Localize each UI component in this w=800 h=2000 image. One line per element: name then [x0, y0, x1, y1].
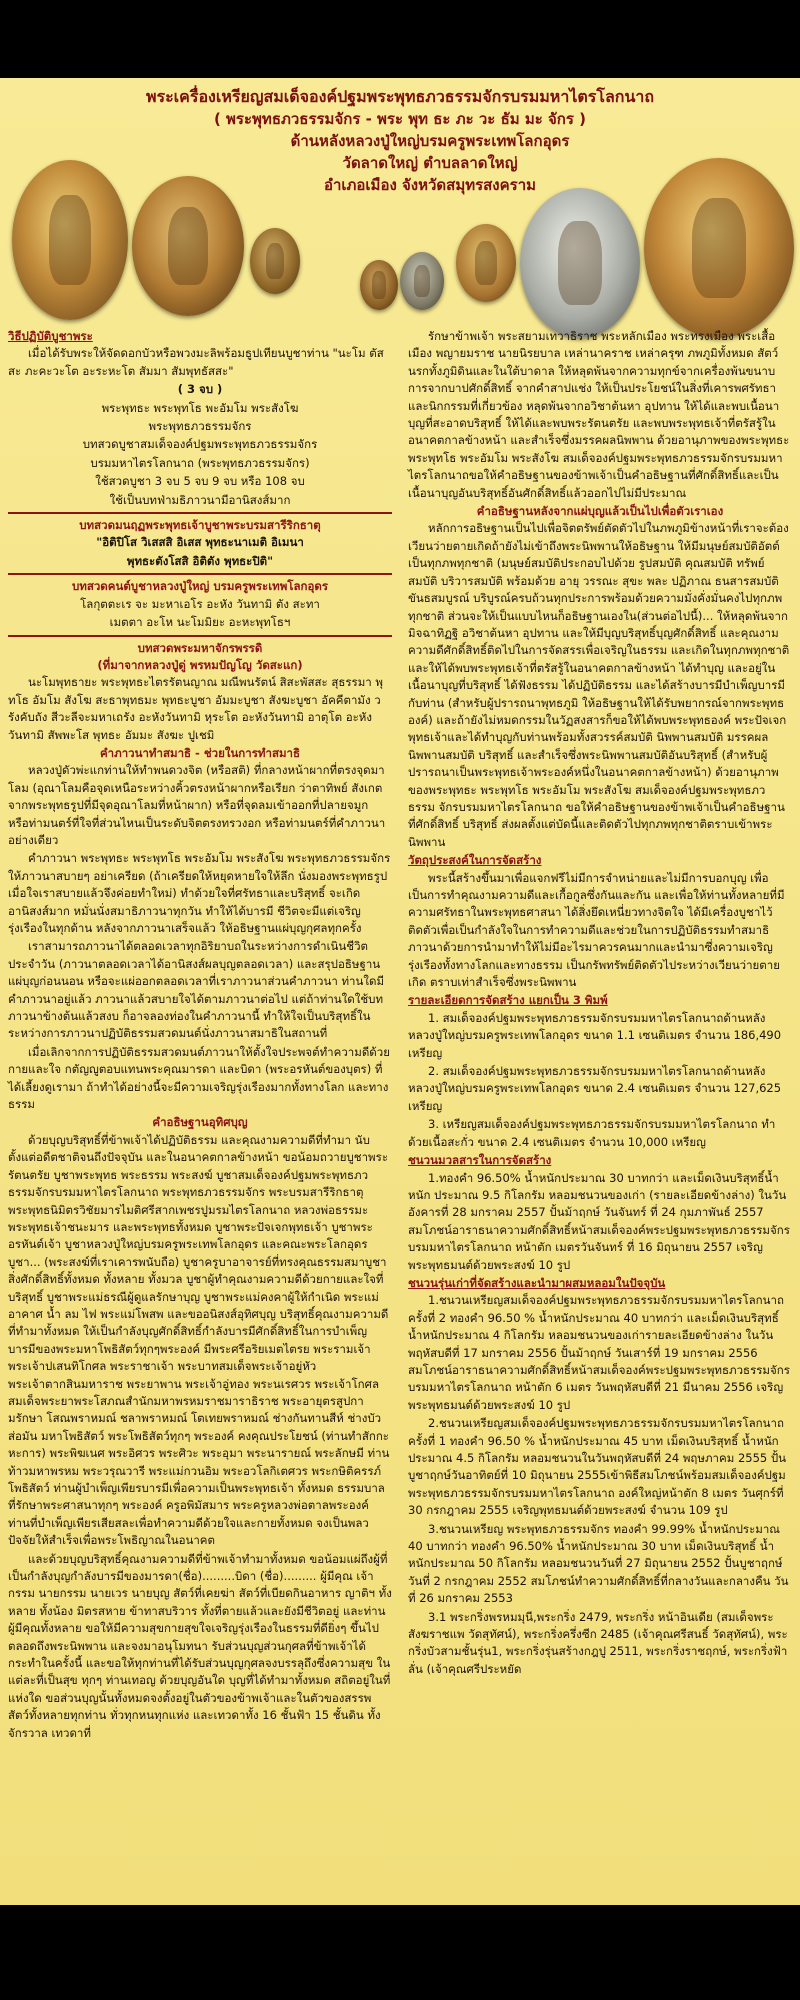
paragraph: ( 3 จบ )	[177, 382, 223, 397]
section-heading: ชนวนมวลสารในการจัดสร้าง	[408, 1153, 552, 1168]
paragraph: เมื่อได้รับพระให้จัดดอกบัวหรือพวงมะลิพร้อมธูปเทียนบูชาท่าน "นะโม ตัสสะ ภะคะวะโต อะระหะโต สัมมา สัมพุทธัสสะ"	[8, 346, 384, 378]
paragraph: หลวงปู่ดัวพ่ะแกท่านให้ทำพนดวงจิต (หรือสติ) ที่กลางหน้าผากที่ตรงจุดมาโลม (อุณาโลมคือจุดเหนือระหว่างคิ้วตรงหน้าผากหรือเรียก ว่าตาทิพย์ สังเกตจากพระพุทธรูปที่มีจุดอุณาโลมที่หน้าผาก) หรือที่จุดลมเข้าออกที่ปลายจมูก หรือท่ามนตร์ที่ใจที่ส่วนไหนเป็นระดับจิตตรงทรวงอก หรือท่ามนตร์ที่คำภาวนาอย่างเดียว	[8, 763, 386, 847]
paragraph: เราสามารถภาวนาได้ตลอดเวลาทุกอิริยาบถในระหว่างการดำเนินชีวิตประจำวัน (ภาวนาตลอดเวลาได้อานิสงส์ผลบุญตลอดเวลา) และสรุปอธิษฐาน แผ่บุญก่อนนอน หรือจะแผ่ออกตลอดเวลาที่เราภาวนาส่วนคำภาวนา ท่านใดมีคำภาวนาอยู่แล้ว ภาวนาแล้วสบายใจได้ตามภาวนาต่อไป แต่ถ้าท่านใดใช้บทภาวนาข้างต้นแล้วสงบ ก็อาจลองท่องในคำภาวนานี้ ทำให้ใจเป็นบริสุทธิ์ในระหว่างการภาวนาปฏิบัติธรรมสวดมนต์นั่งภาวนาสมาธิในสถานที่	[8, 939, 385, 1041]
title-line-4: วัดลาดใหญ่ ตำบลลาดใหญ่	[342, 154, 518, 172]
amulet-gold-large-image	[12, 160, 128, 320]
paragraph: บทสวดบูชาสมเด็จองค์ปฐมพระพุทธภวธรรมจักร	[82, 437, 318, 452]
paragraph: 1.ทองคำ 96.50% น้ำหนักประมาณ 30 บาทกว่า และเม็ดเงินบริสุทธิ์น้ำหนัก ประมาณ 9.5 กิโลกรัม หลอมชนวนของเก่า (รายละเอียดข้างล่าง) ในวันอังคารที่ 28 มกราคม 2557 ปั้นม้าฤกษ์ วันจันทร์ ที่ 24 กุมภาพันธ์ 2557 สมโภชน์อาราธนาความศักดิ์สิทธิ์หน้าสมเด็จองค์พระปฐมพระพุทธภวธรรมจักรบรมมหาไตรโลกนาถ หน้าตัก เมตรวันจันทร์ ที่ 16 มิถุนายน 2557 เจริญพระพุทธมนต์ด้วยพระสงฆ์ 10 รูป	[408, 1170, 790, 1272]
section-heading: วัตถุประสงค์ในการจัดสร้าง	[408, 853, 542, 868]
paragraph: ใช้สวดบูชา 3 จบ 5 จบ 9 จบ หรือ 108 จบ	[95, 474, 305, 489]
paragraph: เมตตา อะโห นะโมมิยะ อะหะพุทโธฯ	[109, 615, 291, 630]
paragraph: 3. เหรียญสมเด็จองค์ปฐมพระพุทธภวธรรมจักรบรมมหาไตรโลกนาถ ทำด้วยเนื้อสะกั่ว ขนาด 2.4 เซนติเมตร จำนวน 10,000 เหรียญ	[408, 1117, 776, 1149]
paragraph: พระพุทธภวธรรมจักร	[148, 419, 252, 434]
paragraph: รักษาข้าพเจ้า พระสยามเทวาธิราช พระหลักเมือง พระทรงเมือง พระเสื้อเมือง พญายมราช นายนิรยบาล เหล่านาคราช เหล่าครุฑ ภพภูมิทั้งหมด สัตว์นรกทั้งภูมิดินและในใต้บาดาล ให้หลุดพ้นจากความทุกข์จากเครื่องพ้นขนาบการจากบาปศักดิ์สิทธิ์ จากคำสาปแช่ง ให้เป็นประโยชน์ในสิ่งที่เคารพศรัทธาและนิกกรรมที่เกี่ยวข้อง หลุดพ้นจากอวิชาต้นหา อุปทาน ให้ได้และพบเนื้อนาบุญที่สะอาดบริสุทธิ์ ให้ได้และพบพระรัตนตรัย และพบพระพุทธเจ้าที่ตรัสรู้ในอนาคตกาลข้างหน้า และสำเร็จซึ่งมรรคผลนิพพาน ด้วยอานุภาพของพระพุทธะ พระพุทโธ พระอัมโม พระสังโฆ สมเด็จองค์ปฐมพระพุทธภวธรรมจักรบรมมหาไตรโลกนาถขอให้คำอธิษฐานของข้าพเจ้าเป็นคำอธิษฐานที่ศักดิ์สิทธิ์และเป็นเนื้อนาบุญอันบริสุทธิ์อันศักดิ์สิทธิ์แล้วออกไปไม่มีประมาณ	[408, 329, 790, 500]
paragraph: "อิติปิโส วิเสสสิ อิเสส พุทธะนาเมติ อิเมนา	[96, 535, 304, 550]
paragraph: บรมมหาไตรโลกนาถ (พระพุทธภวธรรมจักร)	[90, 455, 310, 470]
section-heading: คำภาวนาทำสมาธิ - ช่วยในการทำสมาธิ	[99, 745, 301, 760]
section-heading: ชนวนรุ่นเก่าที่จัดสร้างและนำมาผสมหลอมในปัจจุบัน	[408, 1275, 666, 1290]
amulet-mini-bronze-image	[360, 260, 398, 310]
paragraph: หลักการอธิษฐานเป็นไปเพื่อจิตตรัพย์ตัดตัวไปในภพภูมิข้างหน้าที่เราจะต้องเวียนว่ายตายเกิดถ้ายังไม่เข้าถึงพระนิพพานให้อธิษฐาน ให้มีมนุษย์สมบัติอัตต์เป็นทุกภพทุกชาติ (มนุษย์สมบัติประกอบไปด้วย รูปสมบัติ คุณสมบัติ ทรัพย์สมบัติ บริวารสมบัติ พร้อมด้วย อายุ วรรณะ สุขะ พละ ปฏิภาณ ธนสารสมบัติ ขันธสมบูรณ์ บริบูรณ์ครบถ้วนทุกประการพร้อมด้วยความมั่งคั่งมั่นคงไปทุกภพทุกชาติ ส่วนจะให้เป็นแบบไหนก็อธิษฐานเองใน(ส่วนต่อไปนี้)... ให้หลุดพ้นจากมิจฉาทิฏฐิ อวิชาต้นหา อุปทาน และให้มีบุญบริสุทธิ์บุญศักดิ์สิทธิ์ และคุณงามความดีศักดิ์สิทธิ์ติดไปในการจัดสรรเพื่อเจริญในธรรม และเกิดในทุกภพทุกชาติ และให้ได้พบพระพุทธเจ้าที่ตรัสรู้ในอนาคตกาลข้างหน้า ได้ทำบุญ และอยู่ในเนื้อนาบุญที่บริสุทธิ์ ได้ฟังธรรม ได้ปฏิบัติธรรม และได้สร้างบารมีบำเพ็ญบารมีกับท่าน (สำหรับผู้ปรารถนาพุทธภูมิ ให้อธิษฐานให้ได้รับพยากรณ์จากพระพุทธองค์) และถ้ายังไม่หมดกรรมในวัฏสงสารก็ขอให้ได้พบพระพุทธองค์ พระปัจเจกพุทธเจ้าและได้ทำบุญกับท่านพร้อมทั้งสวรรค์สมบัติ นิพพานสมบัติ มรรคผลนิพพานสมบัติ บริสุทธิ์ และสำเร็จซึ่งพระนิพพานสมบัติอันบริสุทธิ์ (สำหรับผู้ปรารถนาเป็นพระพุทธเจ้าพระองค์หนึ่งในอนาคตกาลข้างหน้า) ด้วยอานุภาพของพระพุทธะ พระพุทโธ พระอัมโม พระสังโฆ สมเด็จองค์ปฐมพระพุทธภวธรรม จักรบรมมหาไตรโลกนาถ ขอให้คำอธิษฐานของข้าพเจ้าเป็นคำอธิษฐานที่ศักดิ์สิทธิ์ บริสุทธิ์ ส่งผลตั้งแต่บัดนี้และติดตัวไปทุกภพทุกชาติตราบเข้าพระนิพพาน	[408, 521, 790, 849]
paragraph: 2.ชนวนเหรียญสมเด็จองค์ปฐมพระพุทธภวธรรมจักรบรมมหาไตรโลกนาถ ครั้งที่ 1 ทองคำ 96.50 % น้ำหนักประมาณ 45 บาท เม็ดเงินบริสุทธิ์ น้ำหนักประมาณ 4.5 กิโลกรัม หลอมชนวนในวันพฤหัสบดีที่ 24 พฤษภาคม 2555 ปั้นบูชาฤกษ์วันอาทิตย์ที่ 10 มิถุนายน 2555เข้าพิธีสมโภชน์พร้อมสมเด็จองค์ปฐมพระพุทธภวธรรมจักรบรมมหาไตรโลกนาถ องค์ใหญ่หน้าตัก 8 เมตร วันศุกร์ที่ 30 กรกฎาคม 2555 เจริญพุทธมนต์ด้วยพระสงฆ์ จำนวน 109 รูป	[408, 1416, 787, 1518]
paragraph: 3.1 พระกริ่งพรหมมุนี,พระกริ่ง 2479, พระกริ่ง หน้าอินเดีย (สมเด็จพระสังฆราชแพ วัดสุทัศน์), พระกริ่งครึ่งซีก 2485 (เจ้าคุณศรีสนธิ์ วัดสุทัศน์), พระกริ่งบัวสามชั้นรุ่น1, พระกริ่งรุ่นสร้างกฎปู 2511, พระกริ่งราชฤกษ์, พระกริ่งฟ้าลั่น (เจ้าคุณศรีประหยัด	[408, 1609, 788, 1676]
section-heading: บทสวดมนฤฏพระพุทธเจ้าบูชาพระบรมสารีริกธาตุ	[79, 518, 321, 533]
section-heading: คำอธิษฐานหลังจากแผ่บุญแล้วเป็นไปเพื่อตัวเราเอง	[476, 504, 724, 519]
paragraph: และด้วยบุญบริสุทธิ์คุณงามความดีที่ข้าพเจ้าทำมาทั้งหมด ขอน้อมแผ่ถึงผู้ที่เป็นกำลังบุญกำลังบารมีของมารดา(ชื่อ).........บิดา (ชื่อ)......... ผู้มีคุณ เจ้ากรรม นายกรรม นายเวร นายบุญ สัตว์ที่เคยฆ่า สัตว์ที่เบียดกินอาหาร ญาติฯ ทั้งหลาย ทั้งน้อง มิตรสหาย ข้าทาสบริวาร ทั้งที่ตายแล้วและยังมีชีวิตอยู่ และท่านผู้มีคุณทั้งหลาย ขอให้มีความสุขกายสุขใจเจริญรุ่งเรืองในธรรมที่ดียิ่งๆ ขึ้นไป ตลอดถึงพระนิพพาน และจงมาอนุโมทนา รับส่วนบุญส่วนกุศลที่ข้าพเจ้าได้กระทำในครั้งนี้ และขอให้ทุกท่านที่ได้รับส่วนบุญกุศลจงบรรลุถึงซึ่งความสุข ในแต่ละที่เป็นสุข ทุกๆ ท่านเทอญ ด้วยบุญอันใด บุญที่ได้ทำมาทั้งหมด สถิตอยู่ในที่แห่งใด ขอส่วนบุญนั้นทั้งหมดจงตั้งอยู่ในตัวของข้าพเจ้าและในตัวของสรรพสัตว์ทั้งหลายทุกท่าน ทั่วทุกหนทุกแห่ง และเทวดาทั้ง 16 ชั้นฟ้า 15 ชั้นดิน ทั้งจักรวาล เทวดาที่	[8, 1551, 392, 1740]
section-heading: คำอธิษฐานอุทิศบุญ	[152, 1115, 248, 1130]
paragraph: นะโมพุทธายะ พระพุทธะไตรรัตนญาณ มณีพนรัตน์ สิสะพัสสะ สุธรรมา พุทโธ อัมโม สังโฆ สะธาพุทธมะ พุทธะบูชา อัมมะบูชา สังฆะบูชา อัคคีตามัง วรังคับถัง สีวะลีจะมหาเถรัง อะหังวันทามิ หุระโต อะหังวันทามิ อาตุโต อะหังวันทามิ สัพพะโส พุทธะ อัมมะ สังฆะ ปูเชมิ	[8, 675, 383, 742]
amulet-mini-silver-image	[400, 252, 444, 310]
device-top-bar	[0, 0, 800, 78]
amulet-bronze-back-image	[132, 176, 244, 316]
paragraph: พระนี้สร้างขึ้นมาเพื่อแจกฟรีไม่มีการจำหน่ายและไม่มีการบอกบุญ เพื่อเป็นการทำคุณงามความดีและเกื้อกูลซึ่งกันและกัน และเพื่อให้ท่านทั้งหลายที่มีความศรัทธาในพระพุทธศาสนา ได้สิ่งยึดเหนี่ยวทางจิตใจ ได้มีเครื่องบูชาไว้ติดตัวเพื่อเป็นกำลังใจในการทำความดีและช่วยในการปฏิบัติธรรมทำสมาธิ ภาวนาด้วยการนำมาทำให้ไม่มีอะไรมาควรคนมากและนำมาซึ่งความเจริญรุ่งเรืองทั้งทางโลกและทางธรรม เป็นกรัพทรัพย์ติดตัวไประหว่างเวียนว่ายตายเกิด ตราบเท่าสำเร็จซึ่งพระนิพพาน	[408, 870, 785, 990]
paragraph: 2. สมเด็จองค์ปฐมพระพุทธภวธรรมจักรบรมมหาไตรโลกนาถด้านหลังหลวงปู่ใหญ่บรมครูพระเทพโลกอุดร ขนาด 2.4 เซนติเมตร จำนวน 127,625 เหรียญ	[408, 1064, 782, 1113]
paragraph: 3.ชนวนเหรียญ พระพุทธภวธรรมจักร ทองคำ 99.99% น้ำหนักประมาณ 40 บาทกว่า ทองคำ 96.50% น้ำหนักประมาณ 30 บาท เม็ดเงินบริสุทธิ์ น้ำหนักประมาณ 50 กิโลกรัม หลอมชนวนวันที่ 27 มิถุนายน 2552 ปั้นบูชาฤกษ์วันที่ 2 กรกฎาคม 2552 สมโภชน์ทำความศักดิ์สิทธิ์ที่กลางวันและกลางคืน วันที่ 26 มกราคม 2553	[408, 1521, 789, 1606]
amulet-gold-back-image	[644, 158, 794, 338]
paragraph: 1. สมเด็จองค์ปฐมพระพุทธภวธรรมจักรบรมมหาไตรโลกนาถด้านหลังหลวงปู่ใหญ่บรมครูพระเทพโลกอุดร ขนาด 1.1 เซนติเมตร จำนวน 186,490 เหรียญ	[408, 1010, 782, 1060]
title-line-2: ( พระพุทธภวธรรมจักร - พระ พุท ธะ ภะ วะ ธัม มะ จักร )	[213, 110, 587, 128]
paragraph: ด้วยบุญบริสุทธิ์ที่ข้าพเจ้าได้ปฏิบัติธรรม และคุณงามความดีที่ทำมา นับตั้งแต่อดีตชาติจนถึงปัจจุบัน และในอนาคตกาลข้างหน้า ขอน้อมถวายบูชาพระรัตนตรัย บูชาพระพุทธ พระธรรม พระสงฆ์ บูชาสมเด็จองค์ปฐมพระพุทธภวธรรมจักรบรมมหาไตรโลกนาถ พระพุทธภวธรรมจักร พระบรมสารีริกธาตุ พระพุทธนิมิตรวิชัยมารไมติศรีสากเพชรปูมรมไตรโลกนาถ หลวงพ่อธรรมะพระพุทธเจ้าชนะมาร และพระพุทธทั้งหมด บูชาพระปัจเจกพุทธเจ้า บูชาพระอรหันต์เจ้า บูชาหลวงปู่ใหญ่บรมครูพระเทพโลกอุดร และคณะพระโลกอุดร บูชา... (พระสงฆ์ที่เราเคารพนับถือ) บูชาครูบาอาจารย์ที่ทรงคุณธรรมสมาบูชาสิ่งศักดิ์สิทธิ์ทั้งหมด ทั้งหลาย ทั้งมวล บูชาผู้ทำคุณงามความดีด้วยกายและใจที่บริสุทธิ์ บูชาพระแม่ธรณีผู้ดูแลรักษาบุญ บูชาพระแม่คงคาผู้ให้กำเนิด พระแม่อาคาศ น้ำ ลม ไฟ พระแม่โพสพ และขออนิสงส์อุทิศบุญ บริสุทธิ์คุณงามความดีที่ทำมาทั้งหมด ให้เป็นกำลังบุญศักดิ์สิทธิ์กำลังบารมีศักดิ์สิทธิ์ในการบำเพ็ญบารมีของพระมหาโพธิสัตว์ทุกๆพระองค์ มีพระศรีอริยเมตไตรย พระรามเจ้า พระเจ้าปเสนทิโกศล พระราชาเจ้า พระบาทสมเด็จพระเจ้าอยู่หัว พระเจ้าตากสินมหาราช พระยาพาน พระเจ้าอู่ทอง พระนเรศวร พระเจ้าโกศล สมเด็จพระยาพระโสภณสำนักมหาพรหมราชมาราธิราช พระอายุตรสูปกามรักษา โสณพราหมณ์ ชลาพราหมณ์ โตเทยพราหมณ์ ช่างกันทานสีห์ ช่างบัวส่อมัน มหาโพธิสัตว์ พระโพธิสัตว์ทุกๆ พระองค์ คงคุณประโยชน์ (ท่านทำสักกะหะการ) พระพิฆเนศ พระอิศวร พระศิวะ พระอุมา พระนารายณ์ พระลักษมี ท่านท้าวมหาพรหม พระวรุณวารี พระแม่กวนอิม พระอวโลกิเตศวร พระกษิติครรภ์โพธิสัตว์ ท่านผู้บำเพ็ญเพียรบารมีเพื่อความเป็นพระพุทธเจ้า ทั้งหมด ธรรมบาลที่รักษาพระศาสนาทุกๆ พระองค์ ครูอพิมัสมาร พระครูหลวงพ่อตาลพระองค์ ท่านที่บำเพ็ญเพียรเสียสละเพื่อทำความดีด้วยใจและกายทั้งหมด จงเป็นพลวปัจจัยให้สำเร็จเพื่อพระโพธิญาณในอนาคต	[8, 1132, 390, 1548]
section-heading: รายละเอียดการจัดสร้าง แยกเป็น 3 พิมพ์	[408, 993, 608, 1008]
amulet-mini-gold-image	[456, 224, 516, 302]
paragraph: เมื่อเลิกจากการปฏิบัติธรรมสวดมนต์ภาวนาให้ตั้งใจประพจต์ทำความดีด้วยกายและใจ กตัญญูตอบแทนพระคุณมารดา และบิดา (พระอรหันต์ของบุตร) ที่ได้เลี้ยงดูเรามา ถ้าทำได้อย่างนี้จะมีความเจริญรุ่งเรืองมากทั้งทางโลก และทางธรรม	[8, 1044, 390, 1112]
section-heading: บทสวดคนต์บูชาหลวงปู่ใหญ่ บรมครูพระเทพโลกอุดร	[71, 579, 329, 594]
right-column	[408, 328, 792, 1679]
divider	[8, 573, 392, 575]
paragraph: โลกุตตะเร จะ มะหาเอโร อะหัง วันทามิ ตัง สะทา	[80, 596, 320, 611]
section-heading: วิธีปฏิบัติบูชาพระ	[8, 329, 93, 343]
amulet-images	[0, 128, 800, 318]
title-line-5: อำเภอเมือง จังหวัดสมุทรสงคราม	[323, 176, 537, 194]
title-line-3: ด้านหลังหลวงปู่ใหญ่บรมครูพระเทพโลกอุดร	[290, 132, 570, 150]
amulet-silver-image	[520, 188, 640, 338]
paragraph: คำภาวนา พระพุทธะ พระพุทโธ พระอัมโม พระสังโฆ พระพุทธภวธรรมจักร ให้ภาวนาสบายๆ อย่าเครียด (ถ้าเครียดให้หยุดหายใจให้ลึก นั่งมองพระพุทธรูป เมื่อใจเราสบายแล้วจึงค่อยทำใหม่) ทำด้วยใจที่ศรัทธาและบริสุทธิ์ จะเกิดอานิสงส์มาก หมั่นนั่งสมาธิภาวนาทุกวัน ทำให้ได้บารมี ชีวิตจะมีแต่เจริญรุ่งเรืองในทุกด้าน หลังจากภาวนาเสร็จแล้ว ให้อธิษฐานแผ่บุญกุศลทุกครั้ง	[8, 851, 391, 935]
device-bottom-bar	[0, 1905, 800, 2000]
document-sheet	[0, 78, 800, 1905]
paragraph: ใช้เป็นบทฟ่ามธิภาวนามีอานิสงส์มาก	[109, 492, 291, 507]
divider	[8, 635, 392, 637]
section-subheading: (ที่มาจากหลวงปู่ดู่ พรหมปัญโญ วัดสะแก)	[97, 657, 303, 672]
title-line-1: พระเครื่องเหรียญสมเด็จองค์ปฐมพระพุทธภวธรรมจักรบรมมหาไตรโลกนาถ	[145, 87, 655, 106]
divider	[8, 512, 392, 514]
amulet-small-image	[250, 228, 300, 294]
paragraph: พุทธะตังโสสิ อิติตัง พุทธะปิติ"	[126, 553, 274, 568]
left-column	[8, 328, 392, 1743]
section-heading: บทสวดพระมหาจักรพรรดิ	[137, 640, 263, 655]
paragraph: 1.ชนวนเหรียญสมเด็จองค์ปฐมพระพุทธภวธรรมจักรบรมมหาไตรโลกนาถ ครั้งที่ 2 ทองคำ 96.50 % น้ำหนักประมาณ 40 บาทกว่า และเม็ดเงินบริสุทธิ์ น้ำหนักประมาณ 4 กิโลกรัม หลอมชนวนของเก่ารายละเอียดข้างล่าง ในวันพฤหัสบดีที่ 17 มกราคม 2556 ปั้นม้าฤกษ์ วันเสาร์ที่ 19 มกราคม 2556 สมโภชน์อาราธนาความศักดิ์สิทธิ์หน้าสมเด็จองค์พระปฐมพระพุทธภวธรรมจักรบรมมหาไตรโลกนาถ หน้าตัก 6 เมตร วันพฤหัสบดีที่ 21 มีนาคม 2556 เจริญพระพุทธมนต์ด้วยพระสงฆ์ 10 รูป	[408, 1293, 790, 1412]
paragraph: พระพุทธะ พระพุทโธ พะอัมโม พระสังโฆ	[101, 400, 299, 415]
